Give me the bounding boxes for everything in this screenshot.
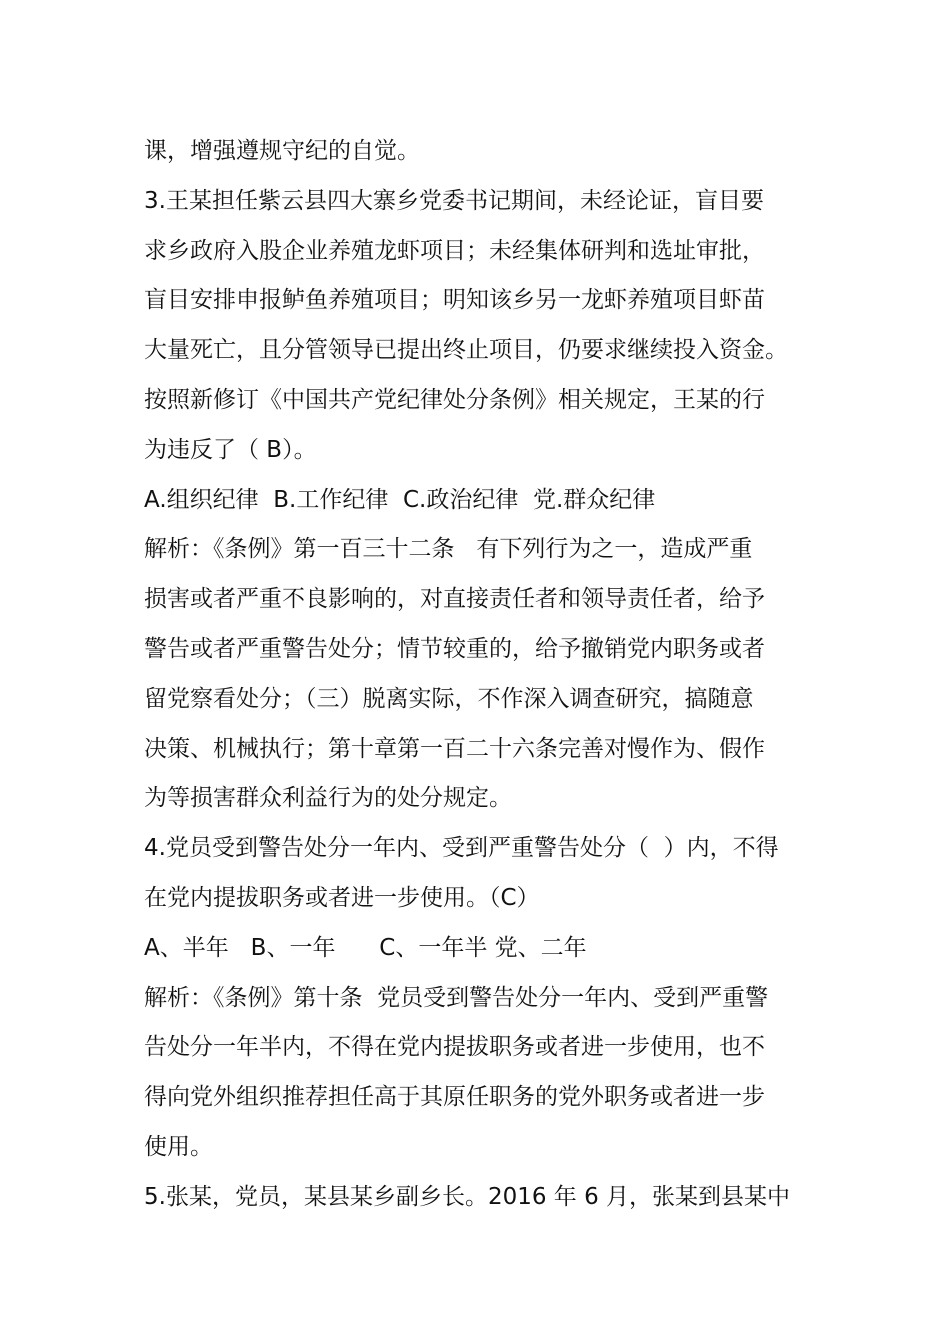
analysis-4-line-2: 告处分一年半内，不得在党内提拔职务或者进一步使用，也不 — [144, 1034, 765, 1061]
question-5-line-1: 5.张某，党员，某县某乡副乡长。2016 年 6 月，张某到县某中 — [144, 1183, 791, 1210]
question-3-line-2: 求乡政府入股企业养殖龙虾项目；未经集体研判和选址审批， — [144, 237, 765, 264]
analysis-3-line-5: 决策、机械执行；第十章第一百二十六条完善对慢作为、假作 — [144, 735, 765, 762]
question-4-line-1: 4.党员受到警告处分一年内、受到严重警告处分（ ）内，不得 — [144, 835, 779, 862]
analysis-3-line-3: 警告或者严重警告处分；情节较重的，给予撤销党内职务或者 — [144, 635, 765, 662]
question-4-line-2: 在党内提拔职务或者进一步使用。（C） — [144, 884, 540, 911]
question-3-line-3: 盲目安排申报鲈鱼养殖项目；明知该乡另一龙虾养殖项目虾苗 — [144, 287, 765, 314]
question-3-line-4: 大量死亡，且分管领导已提出终止项目，仍要求继续投入资金。 — [144, 337, 788, 364]
question-3-options: A.组织纪律 B.工作纪律 C.政治纪律 党.群众纪律 — [144, 486, 656, 513]
analysis-4-line-4: 使用。 — [144, 1133, 213, 1160]
text-line-1: 课，增强遵规守纪的自觉。 — [144, 138, 420, 164]
question-3-line-5: 按照新修订《中国共产党纪律处分条例》相关规定，王某的行 — [144, 386, 765, 413]
analysis-3-line-6: 为等损害群众利益行为的处分规定。 — [144, 785, 512, 812]
document-page — [144, 127, 824, 1223]
analysis-3-line-1: 解析：《条例》第一百三十二条 有下列行为之一，造成严重 — [144, 536, 753, 563]
analysis-4-line-3: 得向党外组织推荐担任高于其原任职务的党外职务或者进一步 — [144, 1084, 765, 1111]
question-3-line-6: 为违反了（ B）。 — [144, 436, 317, 463]
analysis-4-line-1: 解析：《条例》第十条 党员受到警告处分一年内、受到严重警 — [144, 984, 769, 1011]
analysis-3-line-2: 损害或者严重不良影响的，对直接责任者和领导责任者，给予 — [144, 586, 765, 613]
question-3-line-1: 3.王某担任紫云县四大寨乡党委书记期间，未经论证，盲目要 — [144, 187, 764, 214]
analysis-3-line-4: 留党察看处分；（三）脱离实际，不作深入调查研究，搞随意 — [144, 685, 754, 712]
question-4-options: A、半年 B、一年 C、一年半 党、二年 — [144, 934, 587, 961]
